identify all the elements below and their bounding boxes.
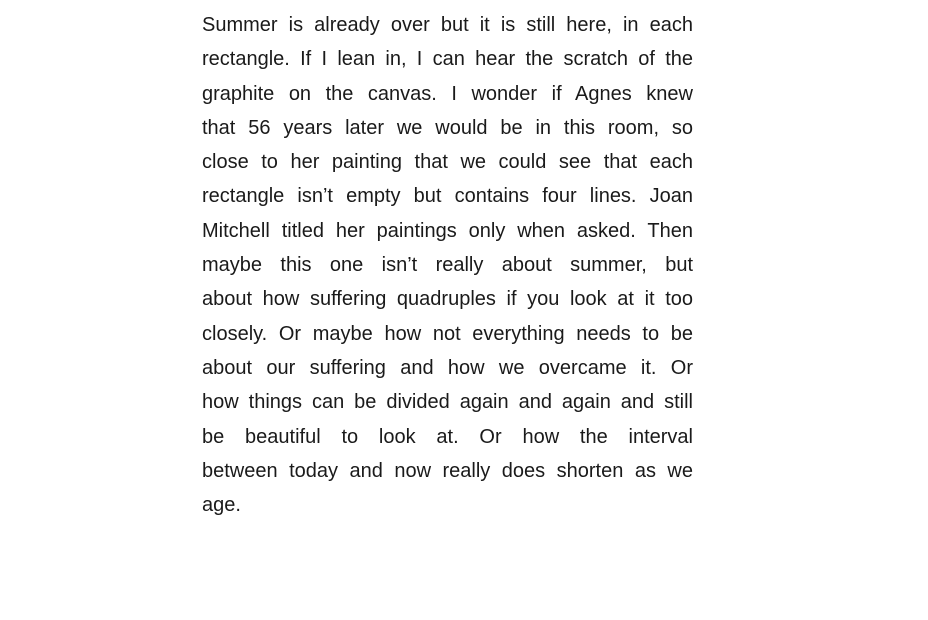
- paragraph-line: between today and now really does shorten as we: [202, 459, 693, 482]
- paragraph-line: close to her painting that we could see that each: [202, 151, 693, 174]
- paragraph-line: rectangle isn’t empty but contains four lines. Joan: [202, 185, 693, 208]
- body-paragraph: [202, 8, 693, 522]
- paragraph-line: rectangle. If I lean in, I can hear the scratch of the: [202, 48, 693, 71]
- paragraph-line: maybe this one isn’t really about summer, but: [202, 254, 693, 277]
- paragraph-line: Summer is already over but it is still here, in each: [202, 14, 693, 36]
- paragraph-line: about our suffering and how we overcame it. Or: [202, 356, 693, 379]
- paragraph-line-last: age.: [202, 494, 241, 517]
- paragraph-line: be beautiful to look at. Or how the interval: [202, 425, 693, 448]
- paragraph-line: how things can be divided again and again and still: [202, 391, 693, 414]
- paragraph-line: graphite on the canvas. I wonder if Agnes knew: [202, 82, 693, 105]
- paragraph-line: Mitchell titled her paintings only when asked. Then: [202, 219, 693, 242]
- paragraph-line: about how suffering quadruples if you look at it too: [202, 288, 693, 311]
- paragraph-line: closely. Or maybe how not everything needs to be: [202, 322, 693, 345]
- paragraph-line: that 56 years later we would be in this room, so: [202, 116, 693, 139]
